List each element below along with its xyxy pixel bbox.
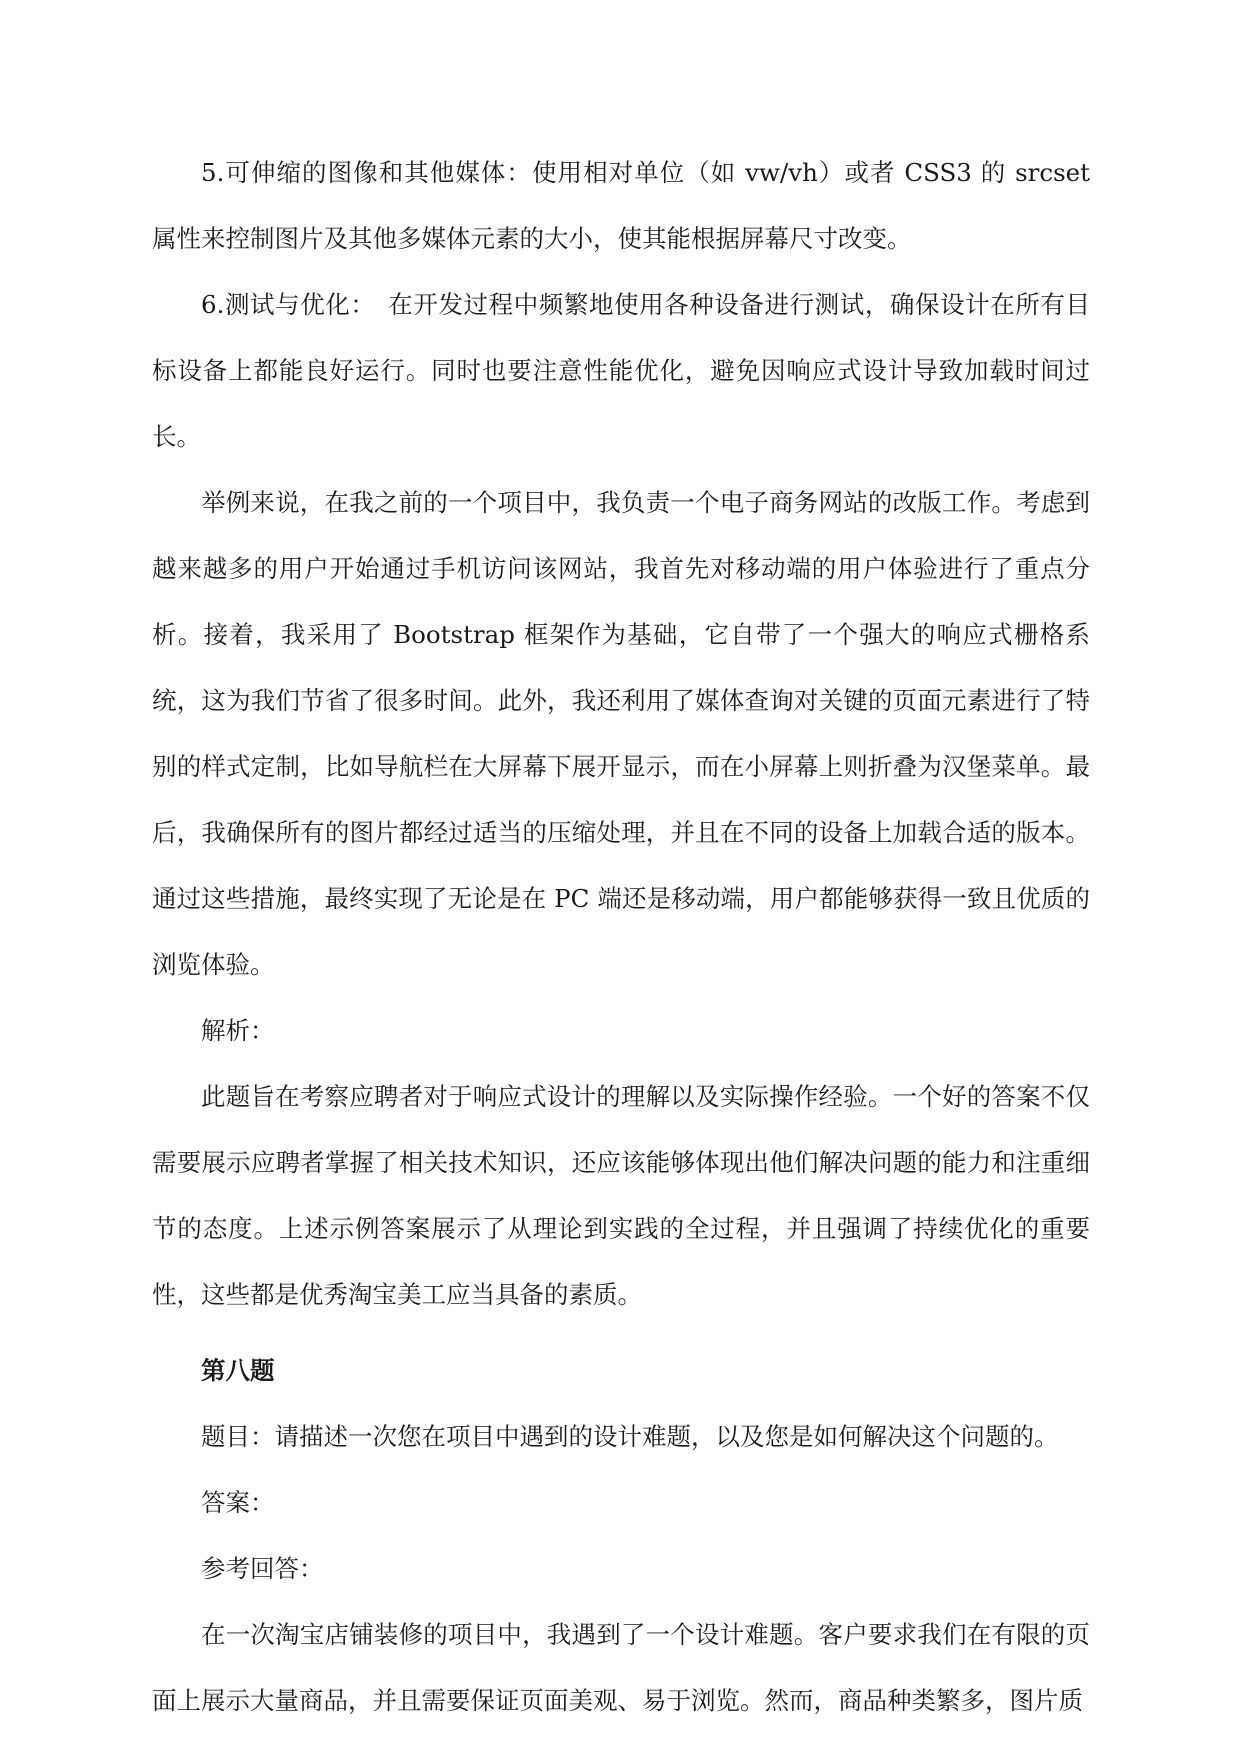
paragraph-question: 题目：请描述一次您在项目中遇到的设计难题，以及您是如何解决这个问题的。 <box>201 1422 1059 1451</box>
paragraph-analysis: 此题旨在考察应聘者对于响应式设计的理解以及实际操作经验。一个好的答案不仅需要展示应聘者掌握了相关技术知识，还应该能够体现出他们解决问题的能力和注重细节的态度。上述示例答案展示了从理论到实践的全过程，并且强调了持续优化的重要性，这些都是优秀淘宝美工应当具备的素质。 <box>152 1082 1090 1309</box>
paragraph-answer-label: 答案： <box>201 1488 275 1517</box>
paragraph-analysis-label: 解析： <box>201 1016 275 1045</box>
paragraph-reference-answer: 在一次淘宝店铺装修的项目中，我遇到了一个设计难题。客户要求我们在有限的页面上展示大量商品，并且需要保证页面美观、易于浏览。然而，商品种类繁多，图片质 <box>152 1620 1090 1715</box>
section-heading: 第八题 <box>201 1356 275 1385</box>
document-body <box>152 140 1090 1734</box>
paragraph-scalable-media: 5.可伸缩的图像和其他媒体：使用相对单位（如 vw/vh）或者 CSS3 的 srcset 属性来控制图片及其他多媒体元素的大小，使其能根据屏幕尺寸改变。 <box>152 158 1090 253</box>
paragraph-example: 举例来说，在我之前的一个项目中，我负责一个电子商务网站的改版工作。考虑到越来越多的用户开始通过手机访问该网站，我首先对移动端的用户体验进行了重点分析。接着，我采用了 Bootstrap 框架作为基础，它自带了一个强大的响应式栅格系统，这为我们节省了很多时间。此外，我还利用了媒体查询对关键的页面元素进行了特别的样式定制，比如导航栏在大屏幕下展开显示，而在小屏幕上则折叠为汉堡菜单。最后，我确保所有的图片都经过适当的压缩处理，并且在不同的设备上加载合适的版本。通过这些措施，最终实现了无论是在 PC 端还是移动端，用户都能够获得一致且优质的浏览体验。 <box>152 488 1090 979</box>
paragraph-reference-label: 参考回答： <box>201 1554 324 1583</box>
paragraph-testing-optimization: 6.测试与优化： 在开发过程中频繁地使用各种设备进行测试，确保设计在所有目标设备上都能良好运行。同时也要注意性能优化，避免因响应式设计导致加载时间过长。 <box>152 290 1090 451</box>
